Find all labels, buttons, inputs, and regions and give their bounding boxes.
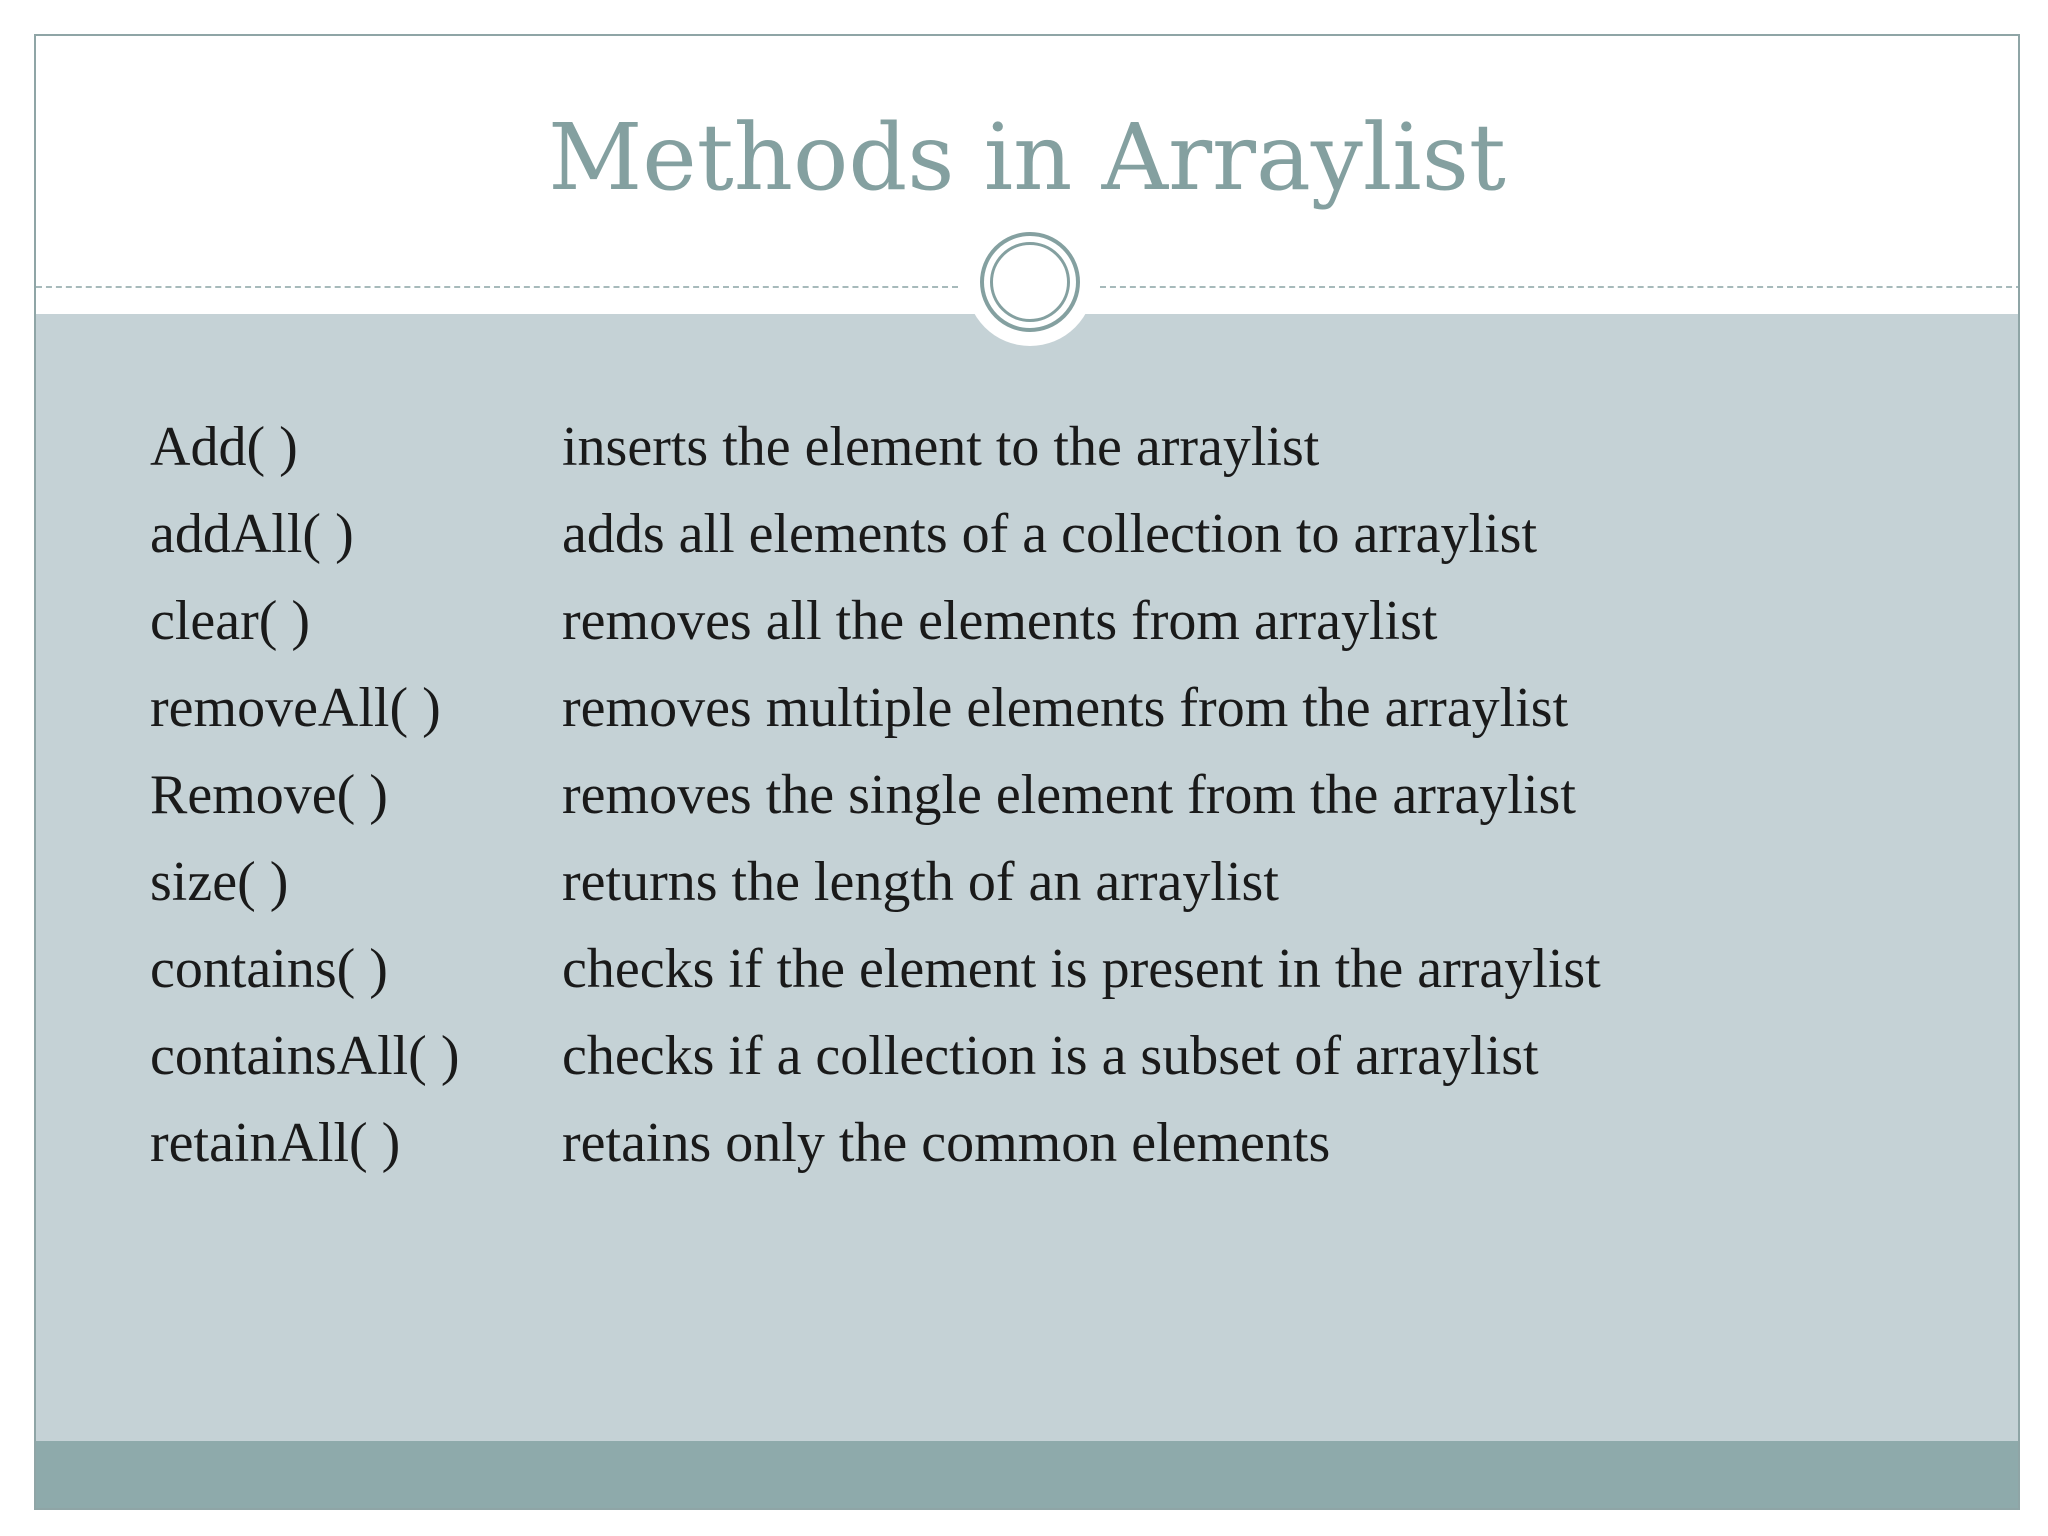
header-divider-right (1100, 286, 2020, 288)
slide (34, 34, 2020, 1510)
list-item (150, 926, 1950, 1013)
method-description: removes all the elements from arraylist (562, 590, 1438, 652)
method-name: size( ) (150, 851, 289, 913)
list-item (150, 752, 1950, 839)
method-description: removes the single element from the arraylist (562, 764, 1576, 826)
list-item (150, 578, 1950, 665)
slide-title: Methods in Arraylist (548, 104, 1506, 211)
method-name: addAll( ) (150, 503, 354, 565)
method-description: retains only the common elements (562, 1112, 1331, 1174)
method-name: removeAll( ) (150, 677, 441, 739)
footer-band (36, 1441, 2018, 1510)
method-description: adds all elements of a collection to arraylist (562, 503, 1537, 565)
header-divider-left (36, 286, 958, 288)
inner-ring-ornament-icon (990, 242, 1070, 322)
list-item (150, 665, 1950, 752)
method-name: Add( ) (150, 416, 298, 478)
method-description: checks if the element is present in the arraylist (562, 938, 1601, 1000)
method-description: returns the length of an arraylist (562, 851, 1279, 913)
list-item (150, 839, 1950, 926)
list-item (150, 491, 1950, 578)
method-description: checks if a collection is a subset of arraylist (562, 1025, 1539, 1087)
list-item (150, 1100, 1950, 1187)
list-item (150, 1013, 1950, 1100)
method-name: retainAll( ) (150, 1112, 401, 1174)
list-item (150, 404, 1950, 491)
method-list (150, 404, 1950, 1187)
method-description: removes multiple elements from the arraylist (562, 677, 1569, 739)
method-name: containsAll( ) (150, 1025, 460, 1087)
method-description: inserts the element to the arraylist (562, 416, 1320, 478)
method-name: contains( ) (150, 938, 388, 1000)
method-name: Remove( ) (150, 764, 388, 826)
method-name: clear( ) (150, 590, 311, 652)
